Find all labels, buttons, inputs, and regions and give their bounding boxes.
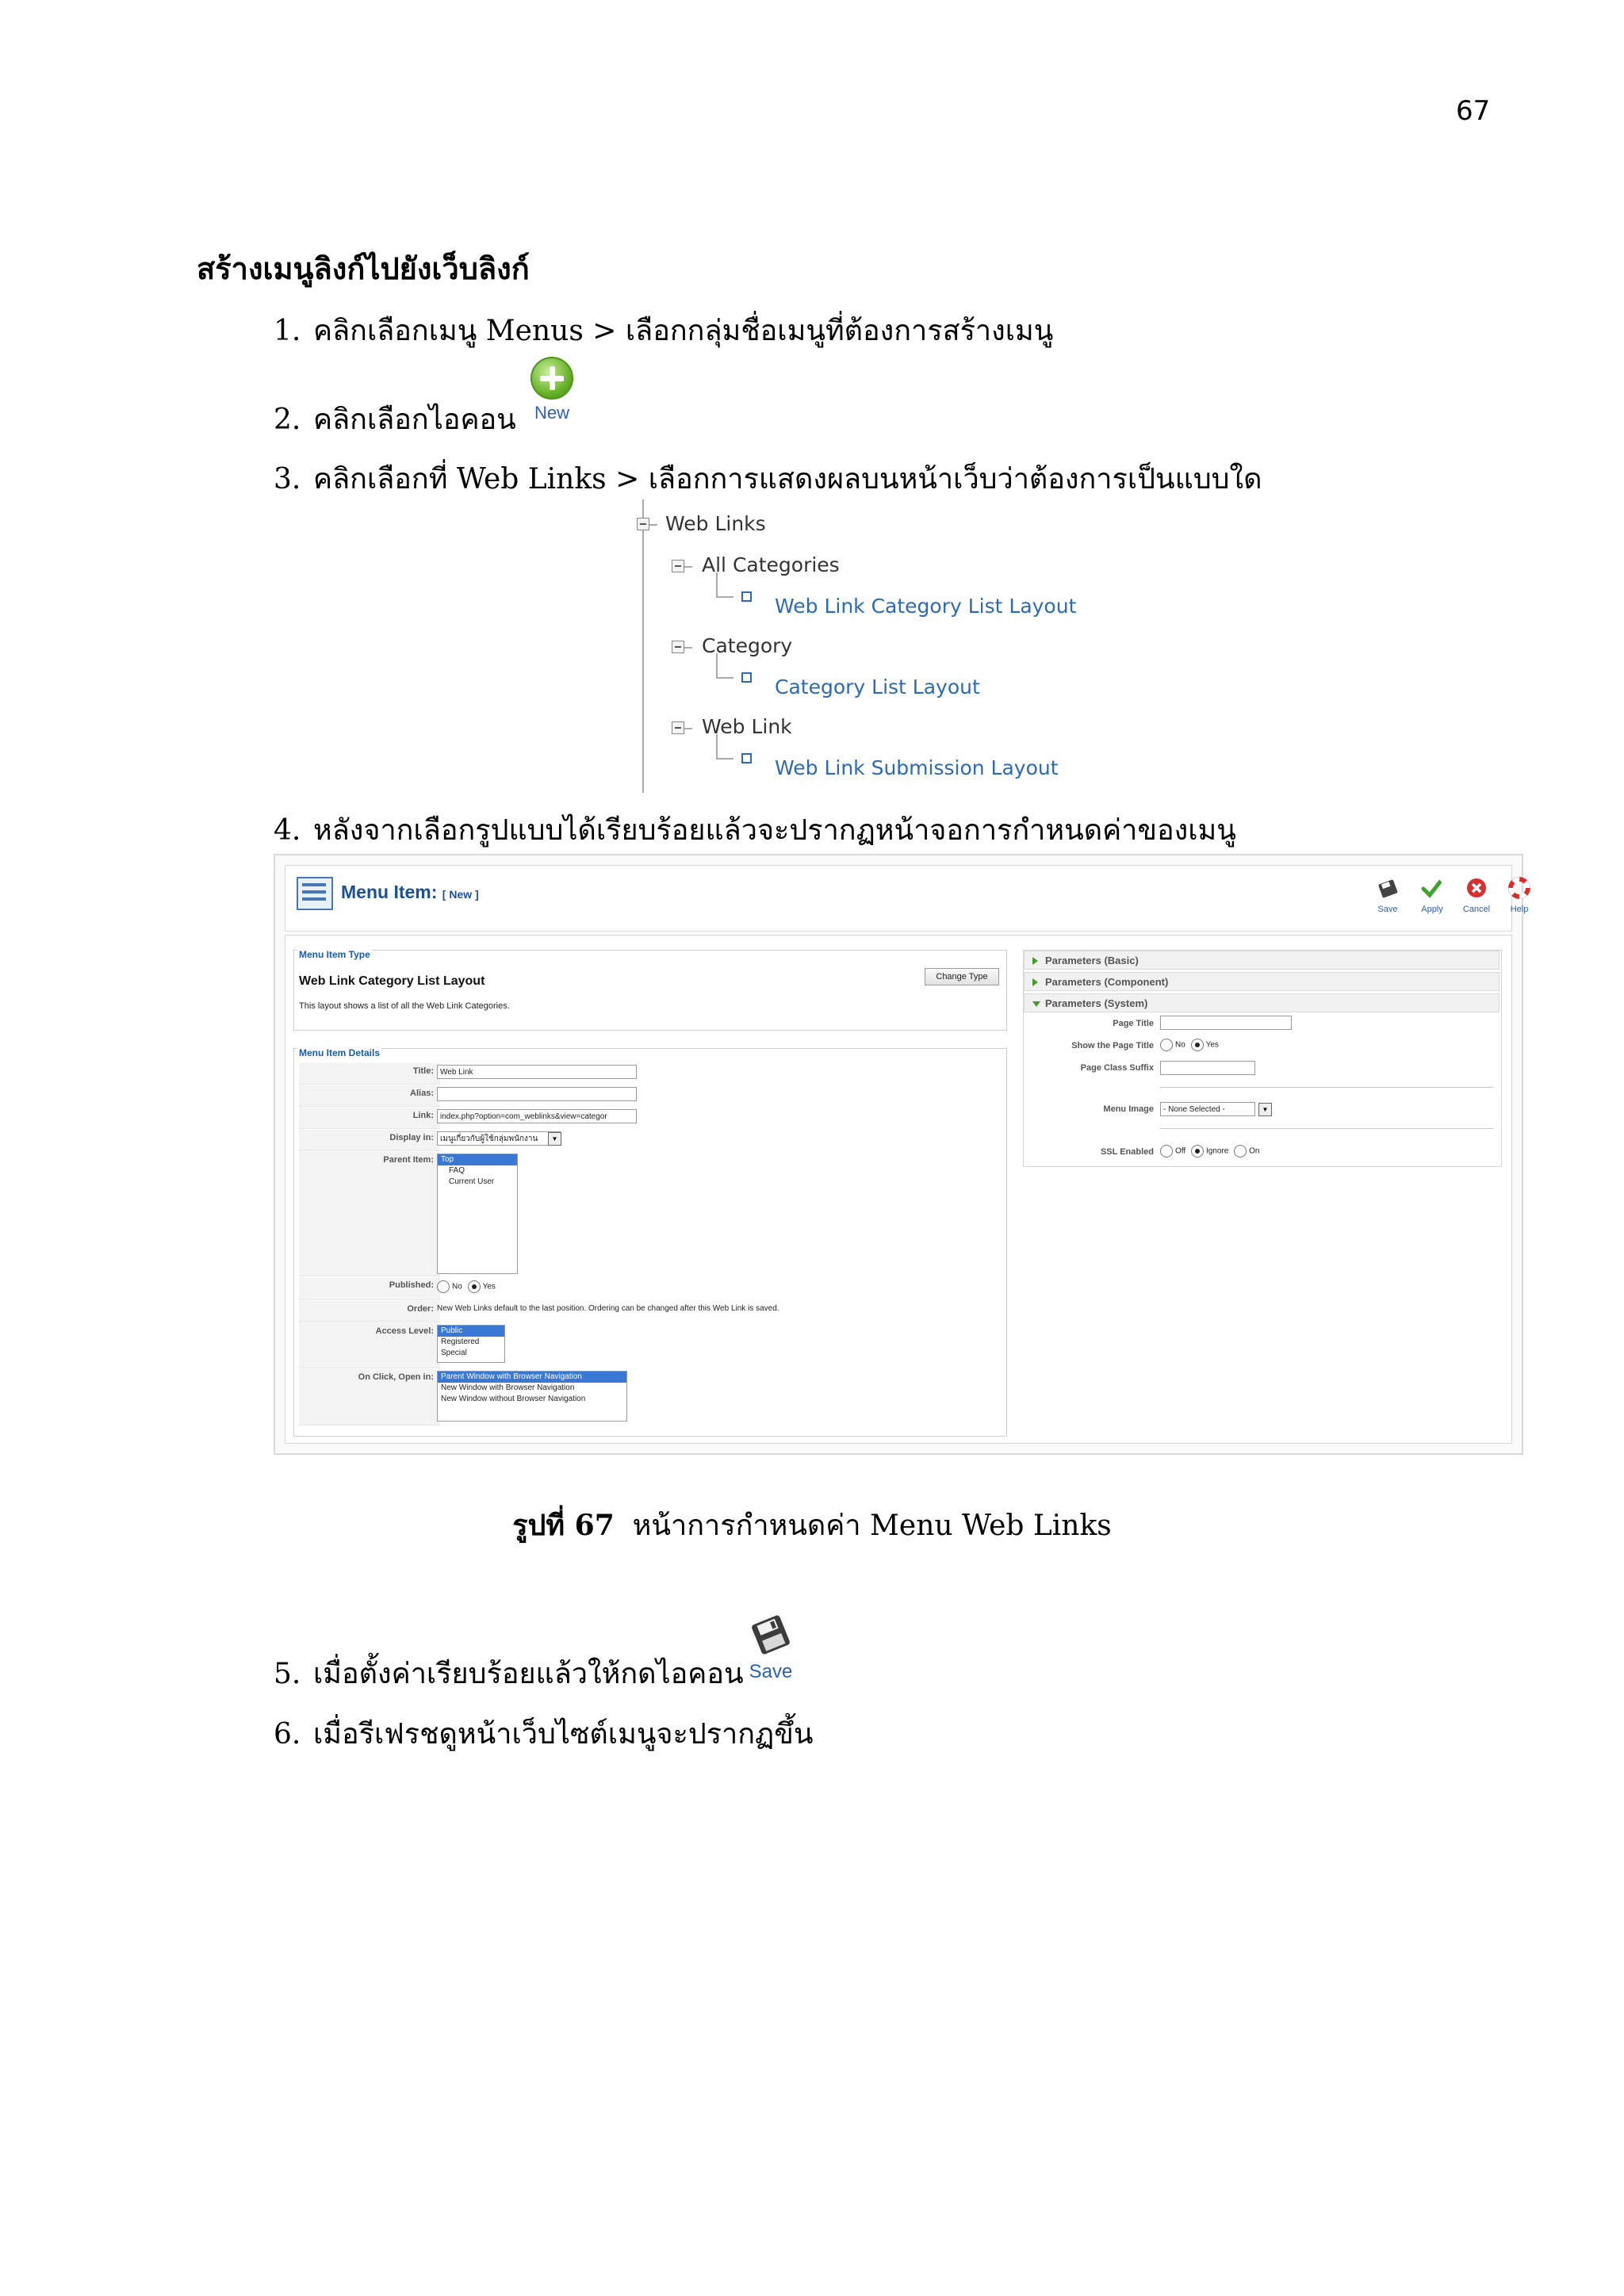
- page-title: [341, 882, 479, 903]
- published-yes-radio[interactable]: [468, 1280, 481, 1293]
- save-label: Save: [1377, 905, 1398, 914]
- list-option[interactable]: Registered: [441, 1337, 480, 1346]
- step-3: [274, 456, 1262, 501]
- published-radios: [437, 1280, 496, 1293]
- step-number: 2.: [274, 404, 301, 436]
- list-option[interactable]: FAQ: [449, 1166, 465, 1175]
- menu-image-select[interactable]: - None Selected -: [1160, 1102, 1255, 1116]
- tree-all-categories[interactable]: All Categories: [702, 553, 840, 576]
- leaf-icon: [741, 672, 752, 683]
- list-option[interactable]: Special: [441, 1349, 467, 1357]
- menu-image-label: Menu Image: [1103, 1104, 1154, 1114]
- list-option[interactable]: Parent Window with Browser Navigation: [438, 1372, 626, 1383]
- step-number: 6.: [274, 1718, 301, 1751]
- yes-label: Yes: [1205, 1040, 1219, 1050]
- step-text: เมื่อรีเฟรชดูหน้าเว็บไซต์เมนูจะปรากฏขึ้น: [313, 1718, 814, 1751]
- published-label: Published:: [389, 1280, 434, 1290]
- dropdown-arrow-icon[interactable]: ▼: [548, 1132, 561, 1146]
- menu-item-type-name: Web Link Category List Layout: [299, 974, 485, 988]
- content-area: [285, 935, 1512, 1444]
- title-text: Menu Item:: [341, 882, 438, 902]
- new-icon[interactable]: [523, 357, 580, 428]
- floppy-save-icon: [748, 1614, 794, 1655]
- save-icon: [1377, 877, 1399, 899]
- menu-item-type-legend: Menu Item Type: [299, 949, 370, 960]
- collapse-icon[interactable]: [637, 518, 649, 530]
- published-yes-label: Yes: [482, 1282, 496, 1292]
- access-level-list[interactable]: [437, 1325, 505, 1363]
- step-text: คลิกเลือกไอคอน: [313, 404, 516, 436]
- alias-label: Alias:: [410, 1089, 434, 1098]
- show-title-yes-radio[interactable]: [1191, 1039, 1204, 1051]
- published-no-label: No: [452, 1282, 462, 1292]
- display-in-select[interactable]: เมนูเกี่ยวกับผู้ใช้กลุ่มพนักงาน: [437, 1131, 561, 1146]
- tree-web-link-submission-layout[interactable]: Web Link Submission Layout: [775, 756, 1059, 779]
- section-heading: สร้างเมนูลิงก์ไปยังเว็บลิงก์: [197, 251, 530, 286]
- ssl-on-label: On: [1249, 1146, 1260, 1156]
- caption-label: รูปที่ 67: [512, 1509, 615, 1542]
- order-text: New Web Links default to the last position. Ordering can be changed after this Web Link is saved.: [437, 1304, 779, 1313]
- menu-item-type-description: This layout shows a list of all the Web Link Categories.: [299, 1001, 510, 1011]
- tree-root[interactable]: Web Links: [665, 512, 766, 535]
- apply-label: Apply: [1421, 905, 1443, 914]
- menu-item-icon: [297, 877, 333, 910]
- collapse-icon[interactable]: [672, 641, 684, 653]
- show-page-title-label: Show the Page Title: [1071, 1041, 1154, 1050]
- menu-item-details-legend: Menu Item Details: [299, 1047, 381, 1058]
- change-type-button[interactable]: Change Type: [925, 968, 999, 985]
- lifebuoy-icon: [1508, 877, 1530, 899]
- ssl-off-radio[interactable]: [1160, 1145, 1173, 1158]
- tree-category[interactable]: Category: [702, 634, 793, 657]
- apply-button[interactable]: [1415, 877, 1450, 914]
- page-class-suffix-input[interactable]: [1160, 1061, 1255, 1075]
- show-page-title-radios: [1160, 1039, 1219, 1051]
- collapse-icon[interactable]: [672, 721, 684, 734]
- collapse-icon[interactable]: [672, 560, 684, 572]
- step-1: [274, 308, 1053, 353]
- tree-web-link-category-list-layout[interactable]: Web Link Category List Layout: [775, 595, 1077, 618]
- parameters-system-toggle[interactable]: Parameters (System): [1024, 993, 1500, 1012]
- step-number: 5.: [274, 1658, 301, 1690]
- step-text: คลิกเลือกที่ Web Links > เลือกการแสดงผลบนหน้าเว็บว่าต้องการเป็นแบบใด: [313, 463, 1262, 496]
- alias-input[interactable]: [437, 1087, 637, 1101]
- page-class-suffix-label: Page Class Suffix: [1080, 1063, 1154, 1073]
- save-icon-label: Save: [749, 1661, 793, 1682]
- list-option[interactable]: Top: [438, 1154, 517, 1165]
- menu-item-screenshot: [274, 854, 1529, 1455]
- menu-item-type-fieldset: [293, 950, 1007, 1031]
- step-text: หลังจากเลือกรูปแบบได้เรียบร้อยแล้วจะปรากฏหน้าจอการกำหนดค่าของเมนู: [313, 814, 1236, 847]
- new-icon-label: New: [534, 403, 569, 423]
- ssl-radios: [1160, 1145, 1259, 1158]
- step-text: เมื่อตั้งค่าเรียบร้อยแล้วให้กดไอคอน: [313, 1658, 744, 1690]
- step-number: 3.: [274, 463, 301, 496]
- step-5: [274, 1651, 744, 1696]
- title-label: Title:: [412, 1066, 434, 1076]
- ssl-enabled-label: SSL Enabled: [1100, 1147, 1154, 1157]
- step-6: [274, 1711, 813, 1756]
- order-label: Order:: [407, 1304, 434, 1314]
- no-label: No: [1175, 1040, 1185, 1050]
- step-4: [274, 807, 1236, 852]
- list-option[interactable]: New Window with Browser Navigation: [441, 1383, 575, 1392]
- help-label: Help: [1510, 905, 1529, 914]
- step-number: 4.: [274, 814, 301, 847]
- tree-web-link[interactable]: Web Link: [702, 715, 792, 738]
- on-click-label: On Click, Open in:: [358, 1372, 434, 1382]
- step-2: [274, 396, 516, 442]
- parent-item-list[interactable]: [437, 1154, 518, 1274]
- page-title-input[interactable]: [1160, 1016, 1292, 1030]
- title-tag: [ New ]: [442, 888, 479, 901]
- caption-text: หน้าการกำหนดค่า Menu Web Links: [632, 1510, 1112, 1542]
- parameters-panel: [1023, 950, 1502, 1167]
- tree-category-list-layout[interactable]: Category List Layout: [775, 675, 980, 698]
- ssl-ignore-radio[interactable]: [1191, 1145, 1204, 1158]
- help-button[interactable]: [1503, 877, 1535, 914]
- save-button[interactable]: [1370, 877, 1405, 914]
- toolbar: [285, 865, 1529, 932]
- title-input[interactable]: Web Link: [437, 1065, 637, 1079]
- cancel-button[interactable]: [1459, 877, 1494, 914]
- show-title-no-radio[interactable]: [1160, 1039, 1173, 1051]
- parent-item-label: Parent Item:: [383, 1155, 434, 1165]
- list-option[interactable]: Public: [438, 1326, 504, 1337]
- list-option[interactable]: New Window without Browser Navigation: [441, 1395, 586, 1403]
- display-in-label: Display in:: [389, 1133, 434, 1142]
- leaf-icon: [741, 753, 752, 763]
- parameters-basic-toggle[interactable]: Parameters (Basic): [1024, 951, 1500, 970]
- cancel-label: Cancel: [1462, 905, 1491, 914]
- ssl-ignore-label: Ignore: [1205, 1146, 1229, 1156]
- list-option[interactable]: Current User: [449, 1177, 495, 1186]
- cancel-icon: [1465, 877, 1488, 899]
- dropdown-arrow-icon[interactable]: ▼: [1258, 1103, 1272, 1116]
- ssl-on-radio[interactable]: [1234, 1145, 1247, 1158]
- on-click-list[interactable]: [437, 1371, 627, 1422]
- plus-icon: [530, 357, 573, 400]
- figure-caption: [0, 1502, 1624, 1548]
- ssl-off-label: Off: [1175, 1146, 1186, 1156]
- link-input[interactable]: index.php?option=com_weblinks&view=categor: [437, 1109, 637, 1123]
- step-number: 1.: [274, 315, 301, 347]
- parameters-component-toggle[interactable]: Parameters (Component): [1024, 972, 1500, 991]
- step-text: คลิกเลือกเมนู Menus > เลือกกลุ่มชื่อเมนูที่ต้องการสร้างเมนู: [313, 315, 1054, 347]
- page-number: 67: [1456, 95, 1491, 127]
- link-label: Link:: [412, 1111, 434, 1120]
- page-title-label: Page Title: [1113, 1019, 1154, 1028]
- menu-item-details-fieldset: [293, 1048, 1007, 1437]
- access-level-label: Access Level:: [375, 1326, 434, 1336]
- leaf-icon: [741, 591, 752, 602]
- check-icon: [1421, 877, 1443, 899]
- save-icon-button[interactable]: [741, 1614, 801, 1686]
- web-links-tree: [630, 499, 1077, 793]
- published-no-radio[interactable]: [437, 1280, 450, 1293]
